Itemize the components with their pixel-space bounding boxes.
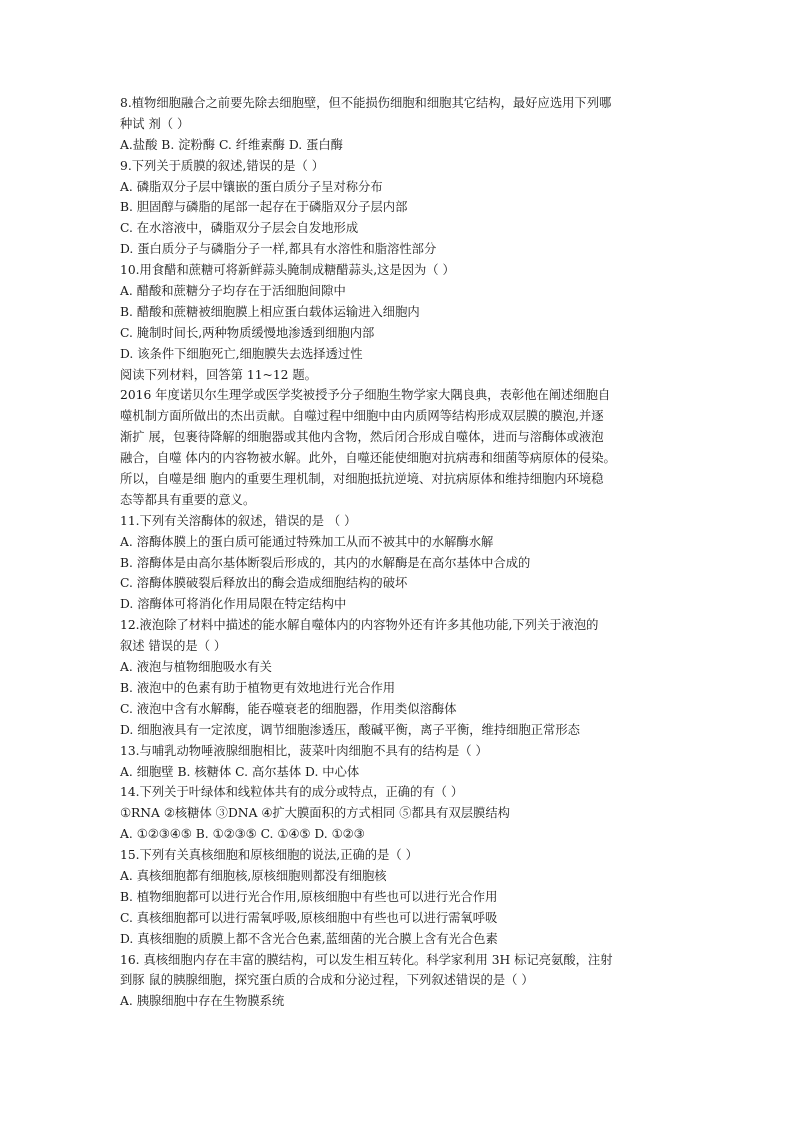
question-15-option-a: A. 真核细胞都有细胞核,原核细胞则都没有细胞核 [120,868,387,883]
question-11-option-d: D. 溶酶体可将消化作用局限在特定结构中 [120,597,347,612]
question-8-options: A.盐酸 B. 淀粉酶 C. 纤维素酶 D. 蛋白酶 [120,137,343,152]
question-15-stem: 15.下列有关真核细胞和原核细胞的说法,正确的是（ ） [120,848,418,863]
passage-line-1: 2016 年度诺贝尔生理学或医学奖被授予分子细胞生物学家大隅良典，表彰他在阐述细胞自 [120,388,611,403]
question-9-option-a: A. 磷脂双分子层中镶嵌的蛋白质分子呈对称分布 [120,179,383,194]
question-15-option-d: D. 真核细胞的质膜上都不含光合色素,蓝细菌的光合膜上含有光合色素 [120,931,498,946]
question-9-stem: 9.下列关于质膜的叙述,错误的是（ ） [120,158,325,173]
question-9-option-d: D. 蛋白质分子与磷脂分子一样,都具有水溶性和脂溶性部分 [120,242,437,257]
question-16-stem-line-1: 16. 真核细胞内存在丰富的膜结构，可以发生相互转化。科学家利用 3H 标记亮氨酸，注射 [120,952,613,967]
question-10-option-d: D. 该条件下细胞死亡,细胞膜失去选择透过性 [120,346,363,361]
question-9-option-b: B. 胆固醇与磷脂的尾部一起存在于磷脂双分子层内部 [120,200,408,215]
passage-line-6: 态等都具有重要的意义。 [120,492,256,507]
question-12-option-c: C. 液泡中含有水解酶，能吞噬衰老的细胞器，作用类似溶酶体 [120,701,457,716]
passage-line-5: 所以，自噬是细 胞内的重要生理机制，对细胞抵抗逆境、对抗病原体和维持细胞内环境稳 [120,472,604,487]
question-15-option-b: B. 植物细胞都可以进行光合作用,原核细胞中有些也可以进行光合作用 [120,889,498,904]
passage-line-2: 噬机制方面所做出的杰出贡献。自噬过程中细胞中由内质网等结构形成双层膜的膜泡,并逐 [120,409,604,424]
question-14-options: A. ①②③④⑤ B. ①②③⑤ C. ①④⑤ D. ①②③ [120,827,365,842]
question-16-option-a: A. 胰腺细胞中存在生物膜系统 [120,994,285,1009]
question-11-option-a: A. 溶酶体膜上的蛋白质可能通过特殊加工从而不被其中的水解酶水解 [120,534,494,549]
question-12-stem-line-1: 12.液泡除了材料中描述的能水解自噬体内的内容物外还有许多其他功能,下列关于液泡的 [120,618,599,633]
question-10-option-a: A. 醋酸和蔗糖分子均存在于活细胞间隙中 [120,284,346,299]
question-10-option-c: C. 腌制时间长,两种物质缓慢地渗透到细胞内部 [120,325,375,340]
passage-line-3: 渐扩 展，包裹待降解的细胞器或其他内含物，然后闭合形成自噬体，进而与溶酶体或液泡 [120,430,604,445]
question-12-option-d: D. 细胞液具有一定浓度，调节细胞渗透压，酸碱平衡，离子平衡，维持细胞正常形态 [120,722,580,737]
question-11-stem: 11.下列有关溶酶体的叙述，错误的是 （ ） [120,513,357,528]
question-13-stem: 13.与哺乳动物唾液腺细胞相比，菠菜叶肉细胞不具有的结构是（ ） [120,743,488,758]
question-12-option-b: B. 液泡中的色素有助于植物更有效地进行光合作用 [120,680,396,695]
question-11-option-c: C. 溶酶体膜破裂后释放出的酶会造成细胞结构的破坏 [120,576,408,591]
question-15-option-c: C. 真核细胞都可以进行需氧呼吸,原核细胞中有些也可以进行需氧呼吸 [120,910,498,925]
document-page [120,93,680,1012]
question-10-stem: 10.用食醋和蔗糖可将新鲜蒜头腌制成糖醋蒜头,这是因为（ ） [120,263,455,278]
question-9-option-c: C. 在水溶液中，磷脂双分子层会自发地形成 [120,221,359,236]
passage-line-4: 融合，自噬 体内的内容物被水解。此外，自噬还能使细胞对抗病毒和细菌等病原体的侵染。 [120,451,616,466]
question-8-stem-line-2: 种试 剂（ ） [120,116,190,131]
question-12-option-a: A. 液泡与植物细胞吸水有关 [120,660,272,675]
question-11-option-b: B. 溶酶体是由高尔基体断裂后形成的，其内的水解酶是在高尔基体中合成的 [120,555,531,570]
question-16-stem-line-2: 到豚 鼠的胰腺细胞，探究蛋白质的合成和分泌过程，下列叙述错误的是（ ） [120,973,534,988]
question-12-stem-line-2: 叙述 错误的是（ ） [120,639,227,654]
question-8-stem-line-1: 8.植物细胞融合之前要先除去细胞壁，但不能损伤细胞和细胞其它结构，最好应选用下列哪 [120,96,612,110]
question-13-options: A. 细胞壁 B. 核糖体 C. 高尔基体 D. 中心体 [120,764,360,779]
question-14-stem: 14.下列关于叶绿体和线粒体共有的成分或特点，正确的有（ ） [120,785,464,800]
question-14-statements: ①RNA ②核糖体 ③DNA ④扩大膜面积的方式相同 ⑤都具有双层膜结构 [120,806,510,821]
question-10-option-b: B. 醋酸和蔗糖被细胞膜上相应蛋白载体运输进入细胞内 [120,304,420,319]
reading-instruction: 阅读下列材料，回答第 11~12 题。 [120,367,317,382]
